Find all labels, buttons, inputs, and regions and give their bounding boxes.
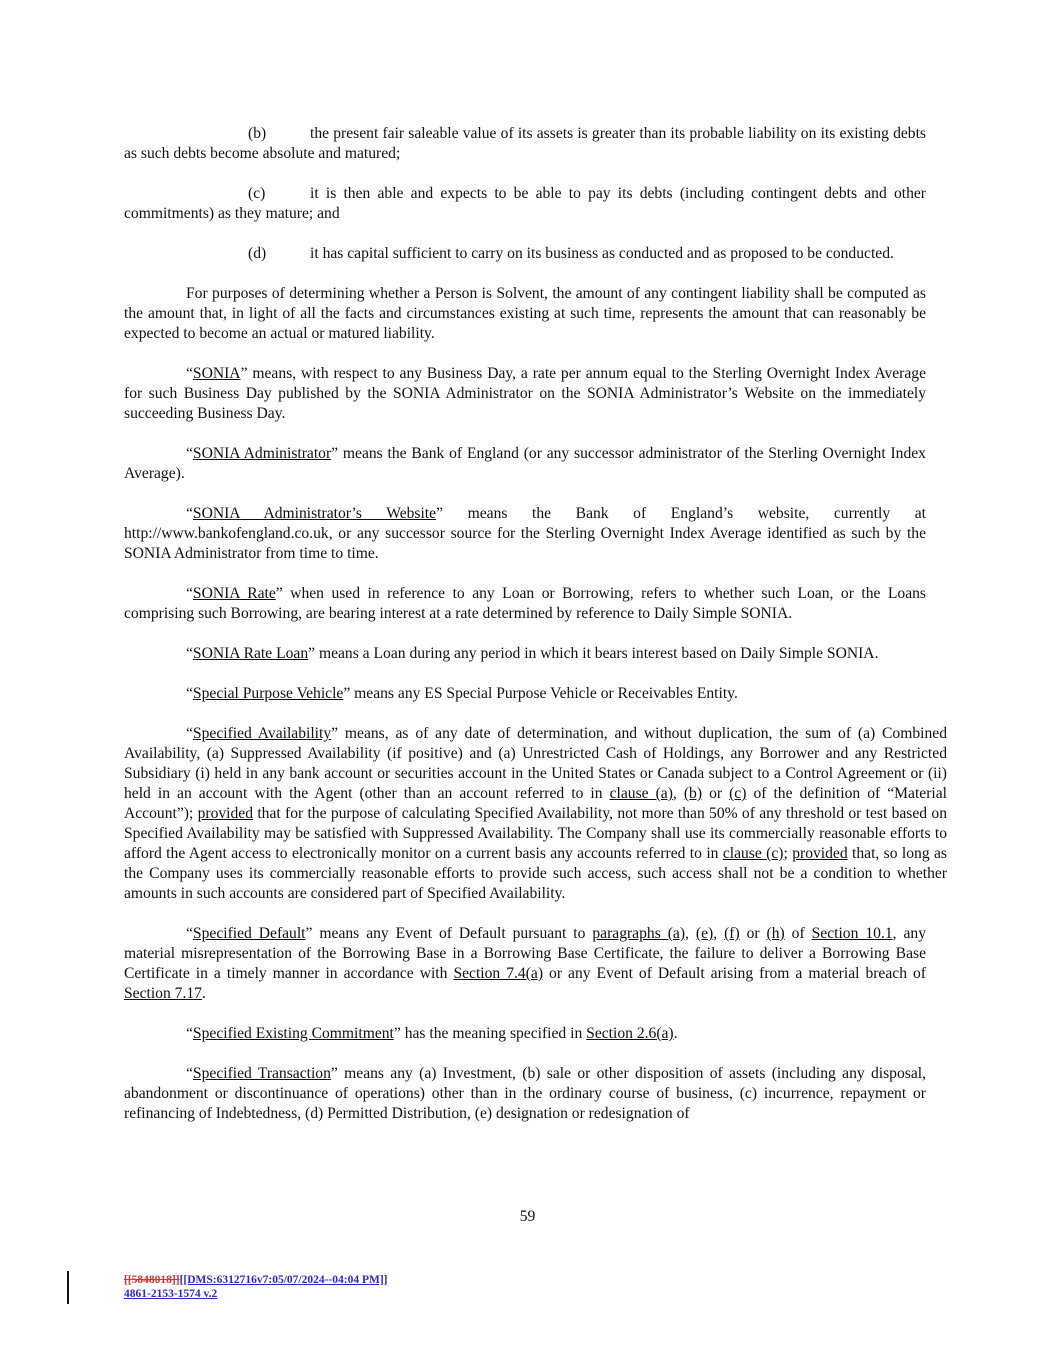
defined-term: SONIA — [192, 365, 241, 382]
cross-reference: Section 7.17 — [124, 985, 202, 1002]
definition-text: ” means a Loan during any period in which it bears interest based on Daily Simple SONIA. — [308, 645, 879, 662]
definition-sonia-administrator: “SONIA Administrator” means the Bank of England (or any successor administrator of the Sterling Overnight Index Average). — [124, 445, 926, 482]
definition-text: or any Event of Default arising from a material breach of — [543, 965, 926, 982]
cross-reference: Section 10.1 — [811, 925, 893, 942]
cross-reference: clause (c) — [722, 845, 784, 862]
definition-text: , — [685, 925, 696, 942]
clause-text: it is then able and expects to be able to pay its debts (including contingent debts and other commitments) as they mature; and — [124, 185, 926, 222]
document-body — [124, 124, 948, 1124]
definition-text: ; — [783, 845, 793, 862]
definition-text: ” means any (a) Investment, (b) sale or other disposition of assets (including any disposal, abandonment or discontinuance of operations) other than in the ordinary course of business, (c) incurrence, repayment or refinancing of Indebtedness, (d) Permitted Distribution, (e) designation or redesignation of — [124, 1065, 926, 1122]
clause-c — [124, 184, 926, 224]
footer-doc-id: 4861-2153-1574 v.2 — [124, 1288, 218, 1300]
definition-sonia-rate: “SONIA Rate” when used in reference to any Loan or Borrowing, refers to whether such Loan, or the Loans comprising such Borrowing, are bearing interest at a rate determined by reference to Daily Simple SONIA. — [124, 585, 927, 622]
proviso: provided — [197, 805, 254, 822]
clause-text: it has capital sufficient to carry on its business as conducted and as proposed to be conducted. — [310, 245, 894, 262]
definition-text: ” means any ES Special Purpose Vehicle or Receivables Entity. — [343, 685, 738, 702]
definition-sonia-rate-loan: “SONIA Rate Loan” means a Loan during any period in which it bears interest based on Daily Simple SONIA. — [186, 645, 879, 662]
definition-text: ” means, with respect to any Business Day, a rate per annum equal to the Sterling Overnight Index Average for such Business Day published by the SONIA Administrator on the SONIA Administrator’s Website on the immediately succeeding Business Day. — [124, 365, 926, 422]
defined-term: Specified Default — [192, 925, 306, 942]
definition-sonia: “SONIA” means, with respect to any Business Day, a rate per annum equal to the Sterling Overnight Index Average for such Business Day published by the SONIA Administrator on the SONIA Administrator’s Website on the immediately succeeding Business Day. — [124, 365, 926, 422]
definition-specified-existing-commitment: “Specified Existing Commitment” has the meaning specified in Section 2.6(a). — [186, 1025, 678, 1042]
defined-term: SONIA Rate Loan — [192, 645, 309, 662]
footer-dms-line — [124, 1273, 388, 1287]
solvent-paragraph: For purposes of determining whether a Person is Solvent, the amount of any contingent liability shall be computed as the amount that, in light of all the facts and circumstances existing at such time, represents the amount that can reasonably be expected to become an actual or matured liability. — [124, 285, 926, 342]
definition-text: ” means, as of any date of determination, and without duplication, the sum of (a) Combined Availability, (a) Suppressed Availability (if positive) and (a) Unrestricted Cash of Holdings, any Borrower and any Restricted Subsidiary (i) held in any bank account or securities account in the United States or Canada subject to a Control Agreement or (ii) held in an account with the Agent (other than an account referred to in — [124, 725, 948, 802]
cross-reference: (b) — [683, 785, 703, 802]
definition-text: that for the purpose of calculating Specified Availability, not more than 50% of any threshold or test based on Specified Availability may be satisfied with Suppressed Availability. The Company shall use its commercially reasonable efforts to afford the Agent access to electronically monitor on a current basis any accounts referred to in — [124, 805, 947, 862]
definition-text: that, so long as the Company uses its commercially reasonable efforts to provide such access, such access shall not be a condition to whether amounts in such accounts are considered part of Specified Availability. — [124, 845, 948, 902]
cross-reference: (e) — [695, 925, 714, 942]
defined-term: Specified Transaction — [192, 1065, 331, 1082]
cross-reference: paragraphs (a) — [592, 925, 686, 942]
document-footer — [124, 1273, 388, 1301]
definition-text: ” means the Bank of England (or any successor administrator of the Sterling Overnight Index Average). — [124, 445, 926, 482]
page-number: 59 — [519, 1208, 536, 1225]
definition-sonia-website: “SONIA Administrator’s Website” means the Bank of England’s website, currently at http://www.bankofengland.co.uk, or any successor source for the Sterling Overnight Index Average identified as such by the SONIA Administrator from time to time. — [124, 505, 926, 562]
proviso: provided — [792, 845, 848, 862]
definition-text: , any material misrepresentation of the Borrowing Base in a Borrowing Base Certificate, the failure to deliver a Borrowing Base Certificate in a timely manner in accordance with — [124, 925, 927, 982]
cross-reference: Section 2.6(a) — [586, 1025, 674, 1042]
clause-label: (c) — [248, 185, 266, 202]
change-bar — [67, 1271, 69, 1304]
definition-specified-availability: “Specified Availability” means, as of any date of determination, and without duplication, the sum of (a) Combined Availability, (a) Suppressed Availability (if positive) and (a) Unrestricted Cash of Holdings, any Borrower and any Restricted Subsidiary (i) held in any bank account or securities account in the United States or Canada subject to a Control Agreement or (ii) held in an account with the Agent (other than an account referred to in clause (a), (b) or (c) of the definition of “Material Account”); provided that for the purpose of calculating Specified Availability, not more than 50% of any threshold or test based on Specified Availability may be satisfied with Suppressed Availability. The Company shall use its commercially reasonable efforts to afford the Agent access to electronically monitor on a current basis any accounts referred to in clause (c); provided that, so long as the Company uses its commercially reasonable efforts to provide such access, such access shall not be a condition to whether amounts in such accounts are considered part of Specified Availability. — [124, 725, 948, 902]
definition-text: , — [713, 925, 725, 942]
deleted-text: [[5848018]] — [124, 1274, 180, 1286]
definition-specified-transaction: “Specified Transaction” means any (a) Investment, (b) sale or other disposition of assets (including any disposal, abandonment or discontinuance of operations) other than in the ordinary course of business, (c) incurrence, repayment or refinancing of Indebtedness, (d) Permitted Distribution, (e) designation or redesignation of — [124, 1065, 926, 1122]
clause-text: the present fair saleable value of its assets is greater than its probable liability on its existing debts as such debts become absolute and matured; — [124, 125, 926, 162]
definition-text: , — [672, 785, 684, 802]
definition-text: ” when used in reference to any Loan or Borrowing, refers to whether such Loan, or the Loans comprising such Borrowing, are bearing interest at a rate determined by reference to Daily Simple SONIA. — [124, 585, 927, 622]
definition-special-purpose-vehicle: “Special Purpose Vehicle” means any ES Special Purpose Vehicle or Receivables Entity. — [186, 685, 738, 702]
cross-reference: clause (a) — [609, 785, 673, 802]
defined-term: Special Purpose Vehicle — [192, 685, 344, 702]
defined-term: SONIA Rate — [192, 585, 276, 602]
cross-reference: (c) — [729, 785, 747, 802]
cross-reference: (h) — [766, 925, 785, 942]
cross-reference: Section 7.4(a) — [453, 965, 544, 982]
definition-text: ” means the Bank of England’s website, currently at http://www.bankofengland.co.uk, or any successor source for the Sterling Overnight Index Average identified as such by the SONIA Administrator from time to time. — [124, 505, 926, 562]
defined-term: Specified Existing Commitment — [192, 1025, 394, 1042]
defined-term: SONIA Administrator — [192, 445, 332, 462]
definition-text: of the definition of “Material Account”); — [124, 785, 947, 822]
inserted-text: [[DMS:6312716v7:05/07/2024--04:04 PM]] — [179, 1274, 388, 1286]
definition-text: ” has the meaning specified in — [393, 1025, 587, 1042]
clause-label: (b) — [248, 125, 267, 142]
definition-text: . — [673, 1025, 678, 1042]
definition-text: ” means any Event of Default pursuant to — [305, 925, 593, 942]
clause-b — [124, 124, 926, 164]
defined-term: Specified Availability — [192, 725, 332, 742]
cross-reference: (f) — [724, 925, 740, 942]
definition-text: or — [739, 925, 767, 942]
clause-d — [124, 244, 926, 264]
defined-term: SONIA Administrator’s Website — [192, 505, 437, 522]
definition-text: . — [201, 985, 206, 1002]
clause-label: (d) — [248, 245, 267, 262]
definition-text: of — [784, 925, 812, 942]
definition-text: or — [702, 785, 730, 802]
definition-specified-default: “Specified Default” means any Event of Default pursuant to paragraphs (a), (e), (f) or (h) of Section 10.1, any material misrepresentation of the Borrowing Base in a Borrowing Base Certificate, the failure to deliver a Borrowing Base Certificate in a timely manner in accordance with Section 7.4(a) or any Event of Default arising from a material breach of Section 7.17. — [124, 925, 927, 1002]
